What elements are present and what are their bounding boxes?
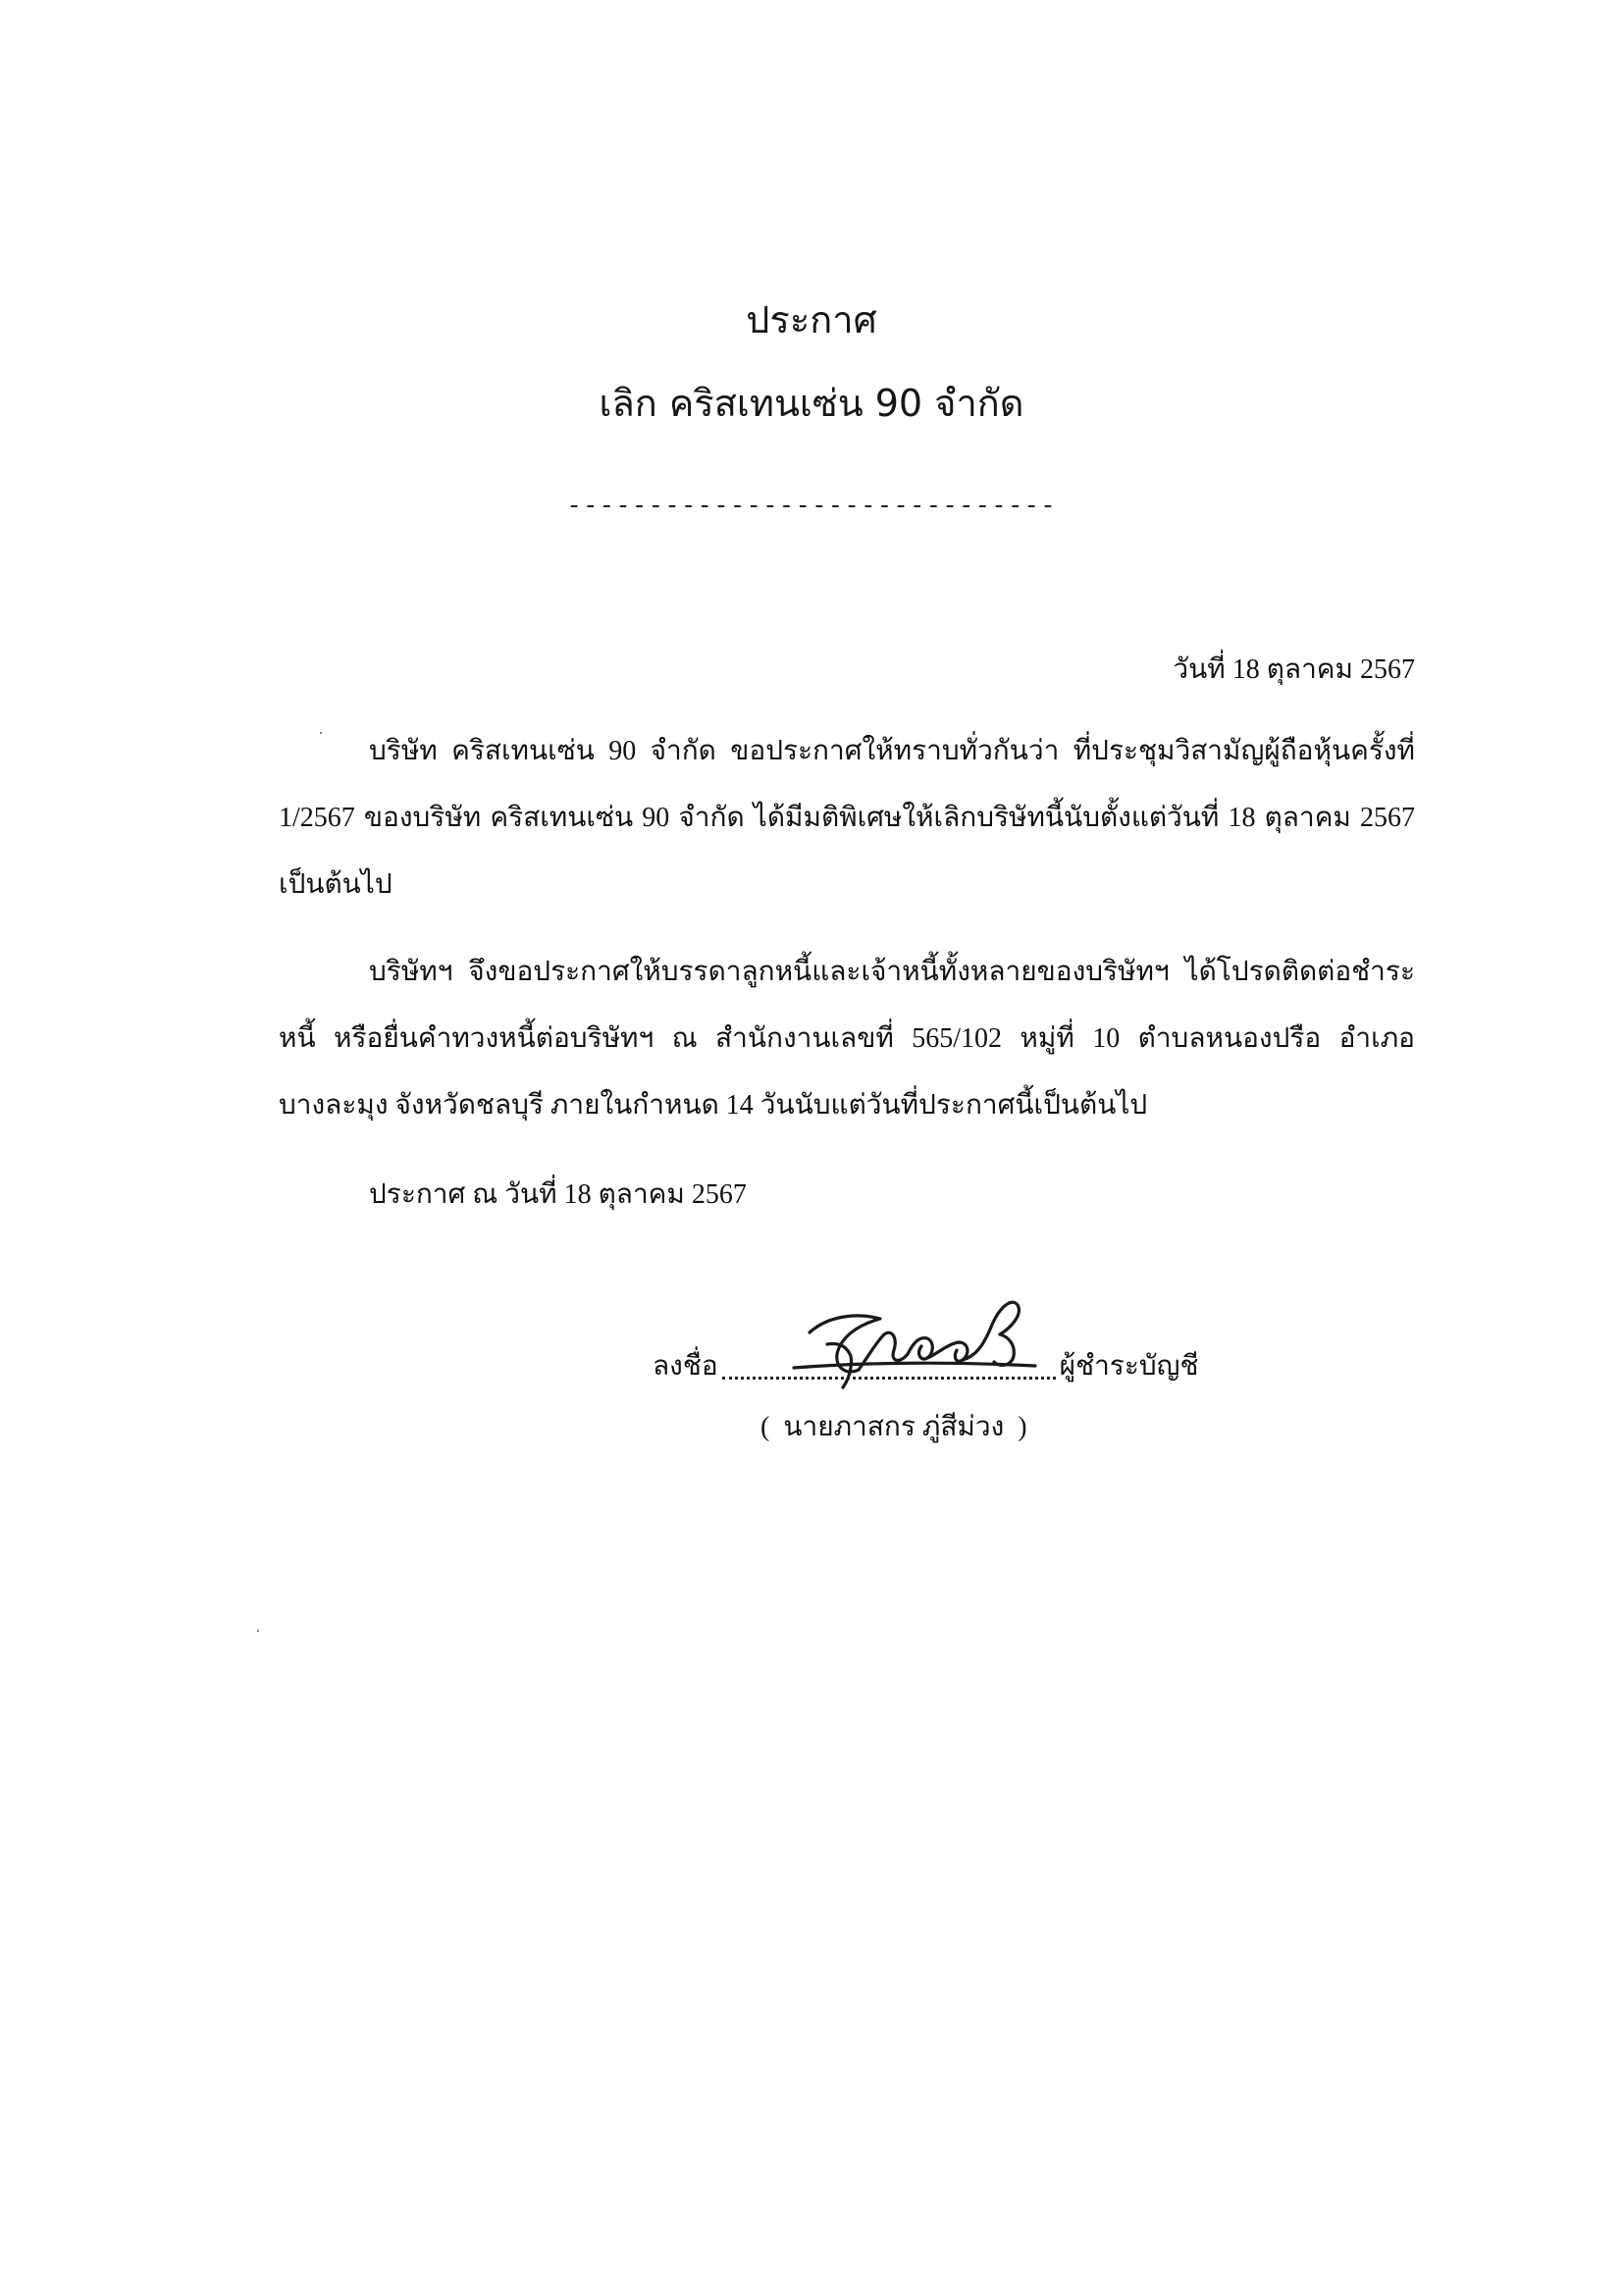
sign-label: ลงชื่อ (653, 1351, 718, 1382)
document-title: ประกาศ (746, 298, 877, 341)
scan-speck (320, 732, 322, 734)
signer-role: ผู้ชำระบัญชี (1059, 1351, 1199, 1382)
body-paragraph-2: บริษัทฯ จึงขอประกาศให้บรรดาลูกหนี้และเจ้าหนี้ทั้งหลายของบริษัทฯ ได้โปรดติดต่อชำระหนี้ หรือยื่นคำทวงหนี้ต่อบริษัทฯ ณ สำนักงานเลขที่ 565/102 หมู่ที่ 10 ตำบลหนองปรือ อำเภอบางละมุง จังหวัดชลบุรี ภายในกำหนด 14 วันนับแต่วันที่ประกาศนี้เป็นต้นไป (279, 957, 1415, 1121)
document-date: วันที่ 18 ตุลาคม 2567 (1173, 654, 1415, 685)
announcement-date: ประกาศ ณ วันที่ 18 ตุลาคม 2567 (369, 1179, 747, 1210)
signer-name: ( นายภาสกร ภู่สีม่วง ) (760, 1412, 1027, 1442)
scan-speck (257, 1630, 259, 1632)
handwritten-signature (790, 1285, 1084, 1393)
title-divider: ------------------------------ (566, 491, 1057, 520)
body-paragraph-1: บริษัท คริสเทนเซ่น 90 จำกัด ขอประกาศให้ทราบทั่วกันว่า ที่ประชุมวิสามัญผู้ถือหุ้นครั้งที่ 1/2567 ของบริษัท คริสเทนเซ่น 90 จำกัด ได้มีมติพิเศษให้เลิกบริษัทนี้นับตั้งแต่วันที่ 18 ตุลาคม 2567 เป็นต้นไป (279, 736, 1415, 900)
document-subtitle: เลิก คริสเทนเซ่น 90 จำกัด (599, 382, 1024, 425)
